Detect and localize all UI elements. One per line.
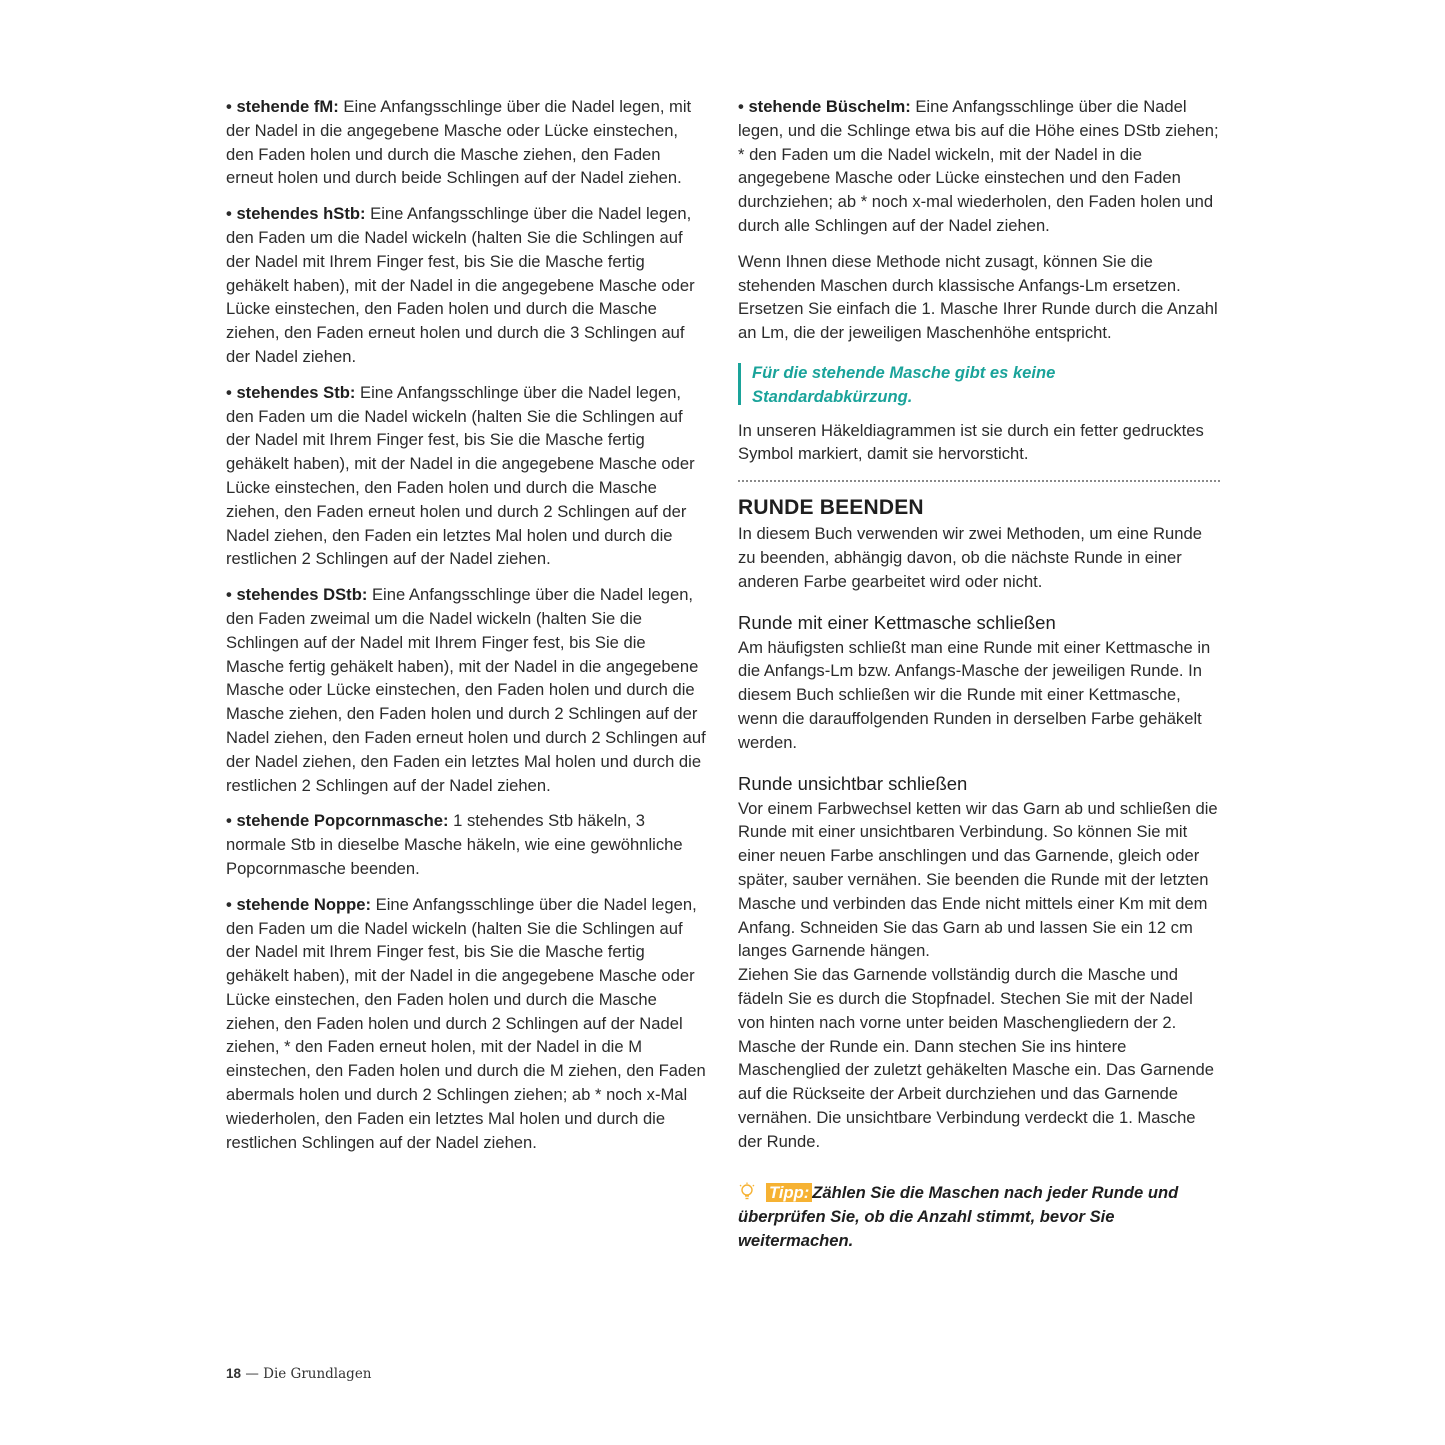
stitch-description: Eine Anfangsschlinge über die Nadel legen, den Faden um die Nadel wickeln (halten Sie die Schlingen auf der Nadel mit Ihrem Finger fest, bis Sie die Masche fertig gehäkelt haben), mit der Nadel in die angegebene Masche oder Lücke einstechen, den Faden holen und durch die Masche ziehen, den Faden erneut holen und durch die 3 Schlingen auf der Nadel ziehen. (226, 204, 695, 366)
diagram-paragraph: In unseren Häkeldiagrammen ist sie durch ein fetter gedrucktes Symbol markiert, damit sie hervorsticht. (738, 420, 1204, 464)
stitch-term: stehendes hStb: (236, 204, 366, 224)
bullet: • (738, 97, 744, 116)
stitch-term: stehendes Stb: (236, 382, 356, 402)
tip-label: Tipp: (766, 1183, 812, 1202)
bullet: • (226, 894, 232, 914)
subheading-invisible-join: Runde unsichtbar schließen (738, 772, 968, 794)
method-paragraph: Wenn Ihnen diese Methode nicht zusagt, können Sie die stehenden Maschen durch klassische Anfangs-Lm ersetzen. Ersetzen Sie einfach die 1. Masche Ihrer Runde durch die Anzahl an Lm, die der jeweiligen Maschenhöhe entspricht. (738, 251, 1218, 343)
bullet: • (226, 811, 232, 831)
invisible-join-paragraph-2: Ziehen Sie das Garnende vollständig durch die Masche und fädeln Sie es durch die Stopfnadel. Stechen Sie mit der Nadel von hinten nach vorne unter beiden Maschengliedern der 2. Masche der Runde ein. Dann stechen Sie ins hintere Maschenglied der zuletzt gehäkelten Masche ein. Das Garnende auf die Rückseite der Arbeit durchziehen und das Garnende vernähen. Die unsichtbare Verbindung verdeckt die 1. Masche der Runde. (738, 965, 1214, 1151)
invisible-join-paragraph-1: Vor einem Farbwechsel ketten wir das Garn ab und schließen die Runde mit einer unsichtbaren Verbindung. So können Sie mit einer neuen Farbe anschlingen und das Garnende, gleich oder später, sauber vernähen. Sie beenden die Runde mit der letzten Masche und verbinden das Ende nicht mittels einer Km mit dem Anfang. Schneiden Sie das Garn ab und lassen Sie ein 12 cm langes Garnende hängen. (738, 798, 1218, 961)
bullet: • (226, 204, 232, 224)
stitch-definition (226, 809, 708, 880)
callout-bar (738, 363, 741, 405)
stitch-term: stehende Popcornmasche: (236, 811, 449, 831)
stitch-definition (226, 95, 708, 190)
page-number: 18 (226, 1366, 242, 1381)
stitch-term: stehende fM: (236, 97, 339, 116)
bullet: • (226, 382, 232, 402)
lightbulb-icon (738, 1182, 756, 1202)
tip-text: Zählen Sie die Maschen nach jeder Runde und überprüfen Sie, ob die Anzahl stimmt, bevor Sie weitermachen. (738, 1183, 1179, 1251)
stitch-definition (226, 893, 708, 1155)
stitch-description: Eine Anfangsschlinge über die Nadel legen, mit der Nadel in die angegebene Masche oder Lücke einstechen, den Faden holen und durch die Masche ziehen, den Faden erneut holen und durch beide Schlingen auf der Nadel ziehen. (226, 97, 692, 188)
stitch-term: stehende Noppe: (236, 894, 372, 914)
stitch-description: Eine Anfangsschlinge über die Nadel legen, den Faden um die Nadel wickeln (halten Sie die Schlingen auf der Nadel mit Ihrem Finger fest, bis Sie die Masche fertig gehäkelt haben), mit der Nadel in die angegebene Masche oder Lücke einstechen, den Faden holen und durch die Masche ziehen, den Faden holen und durch 2 Schlingen auf der Nadel ziehen, * den Faden erneut holen, mit der Nadel in die M einstechen, den Faden holen und durch die M ziehen, den Faden abermals holen und durch 2 Schlingen ziehen; ab * noch x-Mal wiederholen, den Faden ein letztes Mal holen und durch die restlichen Schlingen auf der Nadel ziehen. (226, 894, 706, 1152)
left-column (226, 95, 708, 1166)
bullet: • (226, 585, 232, 605)
stitch-description: Eine Anfangsschlinge über die Nadel legen, den Faden zweimal um die Nadel wickeln (halten Sie die Schlingen auf der Nadel mit Ihrem Finger fest, bis Sie die Masche fertig gehäkelt haben), mit der Nadel in die angegebene Masche oder Lücke einstechen, den Faden holen und durch die Masche ziehen, den Faden holen und durch 2 Schlingen auf der Nadel ziehen, den Faden erneut holen und durch 2 Schlingen auf der Nadel ziehen, den Faden ein letztes Mal holen und durch die restlichen 2 Schlingen auf der Nadel ziehen. (226, 585, 706, 795)
section-intro: In diesem Buch verwenden wir zwei Methoden, um eine Runde zu beenden, abhängig davon, ob die nächste Runde in einer anderen Farbe gearbeitet wird oder nicht. (738, 524, 1202, 591)
stitch-term: stehendes DStb: (236, 585, 368, 605)
stitch-definition (226, 583, 708, 797)
subheading-slip-stitch: Runde mit einer Kettmasche schließen (738, 611, 1056, 633)
footer-section: — Die Grundlagen (245, 1366, 372, 1382)
section-heading: RUNDE BEENDEN (738, 496, 924, 520)
page-footer (226, 1366, 372, 1382)
slip-stitch-paragraph: Am häufigsten schließt man eine Runde mit einer Kettmasche in die Anfangs-Lm bzw. Anfangs-Masche der jeweiligen Runde. In diesem Buch schließen wir die Runde mit einer Kettmasche, wenn die darauffolgenden Runden in derselben Farbe gehäkelt werden. (738, 637, 1211, 752)
callout-note (738, 361, 1220, 409)
stitch-definition (226, 202, 708, 369)
stitch-term: stehende Büschelm: (748, 97, 911, 116)
tip-box (738, 1181, 1220, 1252)
callout-text: Für die stehende Masche gibt es keine Standardabkürzung. (752, 362, 1056, 406)
stitch-definition (738, 95, 1220, 238)
stitch-description: 1 stehendes Stb häkeln, 3 normale Stb in dieselbe Masche häkeln, wie eine gewöhnliche Popcornmasche beenden. (226, 811, 683, 878)
bullet: • (226, 97, 232, 116)
stitch-description: Eine Anfangsschlinge über die Nadel legen, den Faden um die Nadel wickeln (halten Sie die Schlingen auf der Nadel mit Ihrem Finger fest, bis Sie die Masche fertig gehäkelt haben), mit der Nadel in die angegebene Masche oder Lücke einstechen, den Faden holen und durch die Masche ziehen, den Faden erneut holen und durch 2 Schlingen auf der Nadel ziehen, den Faden ein letztes Mal holen und durch die restlichen 2 Schlingen auf der Nadel ziehen. (226, 382, 695, 569)
stitch-definition (226, 381, 708, 571)
section-divider (738, 480, 1220, 482)
stitch-description: Eine Anfangsschlinge über die Nadel legen, und die Schlinge etwa bis auf die Höhe eines DStb ziehen; * den Faden um die Nadel wickeln, mit der Nadel in die angegebene Masche oder Lücke einstechen und den Faden durchziehen; ab * noch x-mal wiederholen, den Faden holen und durch alle Schlingen auf der Nadel ziehen. (738, 97, 1219, 235)
right-column (738, 95, 1220, 1253)
